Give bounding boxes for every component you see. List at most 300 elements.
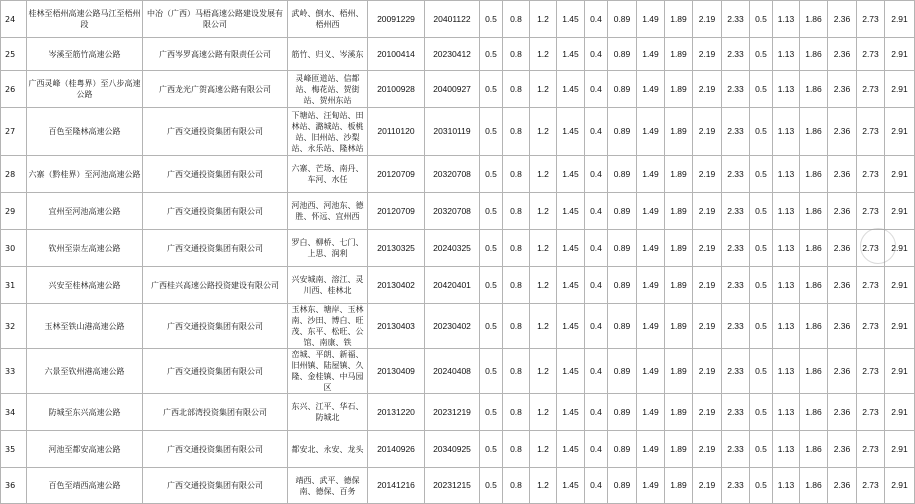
toll-rate: 2.19 [693, 71, 722, 108]
toll-rate: 2.73 [857, 431, 885, 468]
row-number: 34 [1, 394, 27, 431]
toll-rate: 0.89 [608, 468, 637, 504]
toll-rate: 0.5 [750, 230, 773, 267]
toll-rate: 0.5 [750, 267, 773, 304]
toll-rate: 2.19 [693, 267, 722, 304]
toll-rate: 0.89 [608, 304, 637, 349]
toll-start-date: 20120709 [368, 156, 425, 193]
row-number: 29 [1, 193, 27, 230]
toll-rate: 1.86 [800, 267, 828, 304]
toll-rate: 0.89 [608, 193, 637, 230]
toll-rate: 2.33 [722, 38, 750, 71]
toll-rate: 1.89 [665, 108, 693, 156]
table-row [1, 108, 915, 156]
toll-end-date: 20310119 [425, 108, 480, 156]
operator-company: 广西交通投资集团有限公司 [143, 349, 288, 394]
toll-rate: 0.8 [503, 38, 530, 71]
table-row [1, 304, 915, 349]
toll-rate: 1.13 [773, 267, 800, 304]
toll-rate: 1.45 [557, 267, 585, 304]
toll-stations: 河池西、河池东、德胜、怀远、宜州西 [288, 193, 368, 230]
toll-rate: 1.89 [665, 1, 693, 38]
toll-rate: 0.8 [503, 230, 530, 267]
toll-stations: 下塘站、汪甸站、田林站、潞城站、板桃站、旧州站、沙梨站、永乐站、隆林站 [288, 108, 368, 156]
road-name: 河池至都安高速公路 [27, 431, 143, 468]
toll-rate: 2.33 [722, 468, 750, 504]
toll-rate: 0.5 [480, 230, 503, 267]
toll-rate: 1.86 [800, 431, 828, 468]
toll-rate: 2.19 [693, 156, 722, 193]
toll-rate: 1.86 [800, 71, 828, 108]
toll-rate: 1.86 [800, 230, 828, 267]
toll-end-date: 20240325 [425, 230, 480, 267]
toll-rate: 2.73 [857, 108, 885, 156]
toll-rate: 1.89 [665, 267, 693, 304]
toll-rate: 2.36 [828, 267, 857, 304]
operator-company: 广西交通投资集团有限公司 [143, 193, 288, 230]
row-number: 33 [1, 349, 27, 394]
toll-rate: 1.89 [665, 304, 693, 349]
toll-rate: 2.36 [828, 1, 857, 38]
toll-rate: 1.2 [530, 468, 557, 504]
toll-end-date: 20401122 [425, 1, 480, 38]
toll-rate: 1.13 [773, 38, 800, 71]
toll-rate: 0.5 [480, 431, 503, 468]
toll-rate: 0.5 [480, 267, 503, 304]
toll-rate: 2.33 [722, 1, 750, 38]
toll-start-date: 20100414 [368, 38, 425, 71]
toll-rate: 2.91 [885, 304, 915, 349]
road-name: 六寨（黔桂界）至河池高速公路 [27, 156, 143, 193]
operator-company: 广西交通投资集团有限公司 [143, 230, 288, 267]
toll-rate: 0.5 [750, 394, 773, 431]
toll-rate: 1.2 [530, 267, 557, 304]
toll-rate: 0.4 [585, 71, 608, 108]
toll-stations: 武岭、倒水、梧州、梧州西 [288, 1, 368, 38]
road-name: 防城至东兴高速公路 [27, 394, 143, 431]
table-row [1, 468, 915, 504]
toll-rate: 2.36 [828, 71, 857, 108]
toll-end-date: 20231219 [425, 394, 480, 431]
toll-rate: 0.5 [750, 156, 773, 193]
toll-rate: 1.2 [530, 394, 557, 431]
toll-stations: 兴安城南、溶江、灵川西、桂林北 [288, 267, 368, 304]
road-name: 宜州至河池高速公路 [27, 193, 143, 230]
toll-rate: 0.5 [750, 349, 773, 394]
toll-rate: 2.73 [857, 394, 885, 431]
toll-rate: 1.45 [557, 468, 585, 504]
toll-rate: 0.8 [503, 394, 530, 431]
toll-rate: 2.33 [722, 230, 750, 267]
toll-rate: 1.45 [557, 394, 585, 431]
toll-rate: 0.89 [608, 38, 637, 71]
toll-rate: 2.36 [828, 108, 857, 156]
toll-rate: 2.19 [693, 394, 722, 431]
toll-rate: 0.5 [480, 193, 503, 230]
operator-company: 广西交通投资集团有限公司 [143, 156, 288, 193]
toll-rate: 0.5 [480, 468, 503, 504]
toll-rate: 0.8 [503, 267, 530, 304]
toll-start-date: 20130403 [368, 304, 425, 349]
toll-rate: 1.89 [665, 394, 693, 431]
toll-rate: 0.89 [608, 267, 637, 304]
toll-rate: 2.19 [693, 193, 722, 230]
table-row [1, 71, 915, 108]
toll-end-date: 20400927 [425, 71, 480, 108]
row-number: 25 [1, 38, 27, 71]
toll-start-date: 20110120 [368, 108, 425, 156]
toll-rate: 0.5 [750, 1, 773, 38]
toll-rate: 0.4 [585, 468, 608, 504]
toll-rate: 0.4 [585, 156, 608, 193]
row-number: 27 [1, 108, 27, 156]
toll-rate: 1.13 [773, 468, 800, 504]
toll-stations: 筋竹、归义、岑溪东 [288, 38, 368, 71]
toll-rate: 2.73 [857, 304, 885, 349]
toll-rate: 1.13 [773, 431, 800, 468]
table-row [1, 193, 915, 230]
toll-rate: 2.91 [885, 108, 915, 156]
toll-rate: 2.91 [885, 156, 915, 193]
toll-rate: 1.89 [665, 431, 693, 468]
toll-start-date: 20130409 [368, 349, 425, 394]
toll-rate: 1.49 [637, 304, 665, 349]
toll-rate: 0.89 [608, 431, 637, 468]
toll-rate: 2.33 [722, 108, 750, 156]
toll-rate: 1.49 [637, 230, 665, 267]
toll-rate: 2.36 [828, 349, 857, 394]
toll-rate: 0.4 [585, 394, 608, 431]
toll-rate: 2.91 [885, 394, 915, 431]
toll-rate: 1.45 [557, 1, 585, 38]
table-row [1, 1, 915, 38]
toll-rate: 0.5 [480, 156, 503, 193]
toll-rate: 1.45 [557, 108, 585, 156]
toll-rate: 2.73 [857, 71, 885, 108]
toll-rate: 1.45 [557, 230, 585, 267]
toll-rate: 0.4 [585, 349, 608, 394]
toll-rate: 2.91 [885, 71, 915, 108]
toll-rate: 1.49 [637, 267, 665, 304]
table-row [1, 156, 915, 193]
toll-rate: 2.36 [828, 193, 857, 230]
table-body [1, 1, 915, 504]
toll-rate: 1.13 [773, 230, 800, 267]
toll-stations: 靖西、武平、德保南、德保、百务 [288, 468, 368, 504]
toll-rate: 1.13 [773, 71, 800, 108]
toll-rate: 1.45 [557, 71, 585, 108]
toll-rate: 0.4 [585, 304, 608, 349]
toll-rate: 1.2 [530, 349, 557, 394]
toll-stations: 玉林东、塘岸、玉林南、沙田、博白、旺茂、东平、松旺、公馆、南康、铁 [288, 304, 368, 349]
toll-start-date: 20091229 [368, 1, 425, 38]
toll-start-date: 20141216 [368, 468, 425, 504]
toll-rate: 0.5 [750, 71, 773, 108]
toll-rate: 2.73 [857, 349, 885, 394]
row-number: 24 [1, 1, 27, 38]
toll-rate: 0.5 [750, 38, 773, 71]
toll-rate: 1.49 [637, 394, 665, 431]
toll-rate: 1.89 [665, 193, 693, 230]
toll-rate: 1.89 [665, 71, 693, 108]
toll-rate: 0.8 [503, 156, 530, 193]
toll-rate: 1.2 [530, 230, 557, 267]
toll-rate: 1.13 [773, 394, 800, 431]
toll-rate: 1.89 [665, 468, 693, 504]
toll-rate: 0.5 [480, 394, 503, 431]
table-row [1, 349, 915, 394]
toll-rate: 0.4 [585, 193, 608, 230]
toll-rate: 1.49 [637, 349, 665, 394]
toll-rate: 0.8 [503, 108, 530, 156]
toll-rate: 2.36 [828, 38, 857, 71]
toll-end-date: 20320708 [425, 193, 480, 230]
toll-rate: 0.4 [585, 267, 608, 304]
toll-rate: 0.4 [585, 1, 608, 38]
toll-end-date: 20340925 [425, 431, 480, 468]
toll-rate: 2.73 [857, 156, 885, 193]
toll-start-date: 20120709 [368, 193, 425, 230]
toll-rate: 0.89 [608, 156, 637, 193]
toll-rate: 0.8 [503, 431, 530, 468]
toll-rate: 1.13 [773, 193, 800, 230]
toll-rate: 0.5 [750, 304, 773, 349]
row-number: 36 [1, 468, 27, 504]
toll-rate: 2.36 [828, 468, 857, 504]
toll-rate: 2.36 [828, 156, 857, 193]
toll-rate: 0.5 [480, 71, 503, 108]
toll-rate: 1.89 [665, 156, 693, 193]
toll-rate: 0.5 [480, 1, 503, 38]
toll-rate: 1.49 [637, 71, 665, 108]
toll-rate: 1.2 [530, 38, 557, 71]
operator-company: 广西岑罗高速公路有限责任公司 [143, 38, 288, 71]
toll-rate: 1.49 [637, 38, 665, 71]
toll-rate: 1.86 [800, 1, 828, 38]
toll-rate: 0.5 [750, 108, 773, 156]
toll-rate: 1.13 [773, 1, 800, 38]
road-name: 广西灵峰（桂粤界）至八步高速公路 [27, 71, 143, 108]
toll-end-date: 20420401 [425, 267, 480, 304]
toll-rate: 2.19 [693, 1, 722, 38]
toll-rate: 1.86 [800, 193, 828, 230]
operator-company: 广西龙光广贺高速公路有限公司 [143, 71, 288, 108]
toll-rate: 2.91 [885, 38, 915, 71]
toll-end-date: 20240408 [425, 349, 480, 394]
toll-start-date: 20130402 [368, 267, 425, 304]
operator-company: 广西交通投资集团有限公司 [143, 108, 288, 156]
toll-rate: 0.89 [608, 71, 637, 108]
toll-rate: 1.49 [637, 156, 665, 193]
toll-rate: 1.86 [800, 108, 828, 156]
toll-rate: 2.19 [693, 230, 722, 267]
toll-rate: 2.33 [722, 267, 750, 304]
toll-rate: 1.2 [530, 193, 557, 230]
toll-rate: 0.4 [585, 230, 608, 267]
toll-rate: 1.49 [637, 108, 665, 156]
toll-rate: 1.89 [665, 38, 693, 71]
toll-rate: 1.2 [530, 1, 557, 38]
toll-rate: 1.2 [530, 431, 557, 468]
toll-rate: 0.8 [503, 1, 530, 38]
toll-rate: 2.33 [722, 349, 750, 394]
toll-rate: 1.13 [773, 108, 800, 156]
table-row [1, 230, 915, 267]
toll-rate: 2.19 [693, 349, 722, 394]
toll-rate: 1.89 [665, 349, 693, 394]
toll-rate: 2.91 [885, 267, 915, 304]
toll-rate: 2.19 [693, 468, 722, 504]
row-number: 32 [1, 304, 27, 349]
toll-rate: 1.86 [800, 38, 828, 71]
toll-rate: 0.8 [503, 193, 530, 230]
toll-rate: 2.36 [828, 304, 857, 349]
toll-stations: 峦城、平朗、新福、旧州镇、陆屋镇、久隆、金桂镇、中马园区 [288, 349, 368, 394]
toll-start-date: 20100928 [368, 71, 425, 108]
toll-rate: 1.45 [557, 38, 585, 71]
toll-rate: 1.13 [773, 304, 800, 349]
toll-stations: 东兴、江平、华石、防城北 [288, 394, 368, 431]
operator-company: 中冶（广西）马梧高速公路建设发展有限公司 [143, 1, 288, 38]
road-name: 岑溪至筋竹高速公路 [27, 38, 143, 71]
toll-rate: 1.45 [557, 431, 585, 468]
toll-rate: 0.89 [608, 1, 637, 38]
toll-end-date: 20231215 [425, 468, 480, 504]
road-name: 六景至钦州港高速公路 [27, 349, 143, 394]
toll-rate: 2.91 [885, 468, 915, 504]
row-number: 35 [1, 431, 27, 468]
toll-rate: 0.5 [750, 468, 773, 504]
toll-rate: 2.91 [885, 193, 915, 230]
toll-rate: 2.36 [828, 394, 857, 431]
operator-company: 广西交通投资集团有限公司 [143, 468, 288, 504]
toll-rate: 0.89 [608, 108, 637, 156]
toll-rate: 1.13 [773, 349, 800, 394]
toll-stations: 灵峰匝道站、信都站、梅花站、贺街站、贺州东站 [288, 71, 368, 108]
operator-company: 广西北部湾投资集团有限公司 [143, 394, 288, 431]
toll-stations: 六寨、芒场、南丹、车河、水任 [288, 156, 368, 193]
table-row [1, 38, 915, 71]
toll-start-date: 20130325 [368, 230, 425, 267]
toll-rate: 1.86 [800, 394, 828, 431]
toll-rate: 1.2 [530, 71, 557, 108]
row-number: 28 [1, 156, 27, 193]
toll-rate: 2.91 [885, 230, 915, 267]
toll-rate: 1.49 [637, 468, 665, 504]
toll-rate: 1.13 [773, 156, 800, 193]
toll-rate: 1.45 [557, 304, 585, 349]
table-row [1, 267, 915, 304]
road-name: 兴安至桂林高速公路 [27, 267, 143, 304]
toll-stations: 罗白、柳桥、七门、上思、润利 [288, 230, 368, 267]
toll-rate: 2.91 [885, 1, 915, 38]
toll-rate: 0.8 [503, 71, 530, 108]
toll-rate: 1.2 [530, 156, 557, 193]
toll-rate: 0.5 [750, 193, 773, 230]
toll-rate: 1.49 [637, 431, 665, 468]
toll-rate: 1.86 [800, 349, 828, 394]
toll-rate: 2.73 [857, 230, 885, 267]
toll-rate: 2.19 [693, 304, 722, 349]
road-name: 钦州至崇左高速公路 [27, 230, 143, 267]
operator-company: 广西交通投资集团有限公司 [143, 304, 288, 349]
toll-rate: 1.45 [557, 349, 585, 394]
toll-end-date: 20320708 [425, 156, 480, 193]
toll-rate: 2.36 [828, 230, 857, 267]
road-name: 玉林至铁山港高速公路 [27, 304, 143, 349]
toll-rate: 1.2 [530, 304, 557, 349]
toll-rate: 2.91 [885, 349, 915, 394]
toll-stations: 都安北、永安、龙头 [288, 431, 368, 468]
toll-rate: 0.89 [608, 394, 637, 431]
toll-rate: 1.49 [637, 193, 665, 230]
toll-rate: 1.86 [800, 304, 828, 349]
toll-rate: 2.33 [722, 431, 750, 468]
table-row [1, 394, 915, 431]
toll-rate: 1.89 [665, 230, 693, 267]
toll-rate: 1.45 [557, 193, 585, 230]
toll-rate: 0.4 [585, 38, 608, 71]
toll-rate: 2.19 [693, 108, 722, 156]
toll-end-date: 20230402 [425, 304, 480, 349]
toll-rate: 0.5 [480, 38, 503, 71]
road-name: 桂林至梧州高速公路马江至梧州段 [27, 1, 143, 38]
toll-rate: 0.8 [503, 304, 530, 349]
toll-rate: 2.33 [722, 71, 750, 108]
operator-company: 广西交通投资集团有限公司 [143, 431, 288, 468]
toll-rate: 2.73 [857, 468, 885, 504]
road-name: 百色至隆林高速公路 [27, 108, 143, 156]
toll-rate: 0.5 [750, 431, 773, 468]
operator-company: 广西桂兴高速公路投资建设有限公司 [143, 267, 288, 304]
toll-rate: 0.4 [585, 431, 608, 468]
toll-rate: 1.86 [800, 468, 828, 504]
toll-rate: 0.8 [503, 349, 530, 394]
row-number: 31 [1, 267, 27, 304]
row-number: 26 [1, 71, 27, 108]
toll-rate: 0.5 [480, 349, 503, 394]
toll-rate: 1.2 [530, 108, 557, 156]
toll-rate: 0.8 [503, 468, 530, 504]
toll-rate: 2.33 [722, 394, 750, 431]
toll-rate: 1.86 [800, 156, 828, 193]
toll-start-date: 20140926 [368, 431, 425, 468]
toll-rate: 2.19 [693, 38, 722, 71]
toll-rate: 1.45 [557, 156, 585, 193]
toll-start-date: 20131220 [368, 394, 425, 431]
road-name: 百色至靖西高速公路 [27, 468, 143, 504]
toll-rate: 2.73 [857, 193, 885, 230]
toll-rate: 0.89 [608, 349, 637, 394]
toll-rate: 2.73 [857, 38, 885, 71]
toll-rate: 0.4 [585, 108, 608, 156]
toll-rate: 2.33 [722, 193, 750, 230]
toll-rate: 1.49 [637, 1, 665, 38]
toll-rate: 2.91 [885, 431, 915, 468]
toll-rate: 2.73 [857, 267, 885, 304]
toll-rate: 0.5 [480, 304, 503, 349]
table-row [1, 431, 915, 468]
toll-rate: 2.73 [857, 1, 885, 38]
toll-rate: 2.19 [693, 431, 722, 468]
row-number: 30 [1, 230, 27, 267]
toll-rate: 2.33 [722, 156, 750, 193]
toll-end-date: 20230412 [425, 38, 480, 71]
toll-rate: 2.36 [828, 431, 857, 468]
toll-rate: 2.33 [722, 304, 750, 349]
toll-rate: 0.5 [480, 108, 503, 156]
toll-rate: 0.89 [608, 230, 637, 267]
